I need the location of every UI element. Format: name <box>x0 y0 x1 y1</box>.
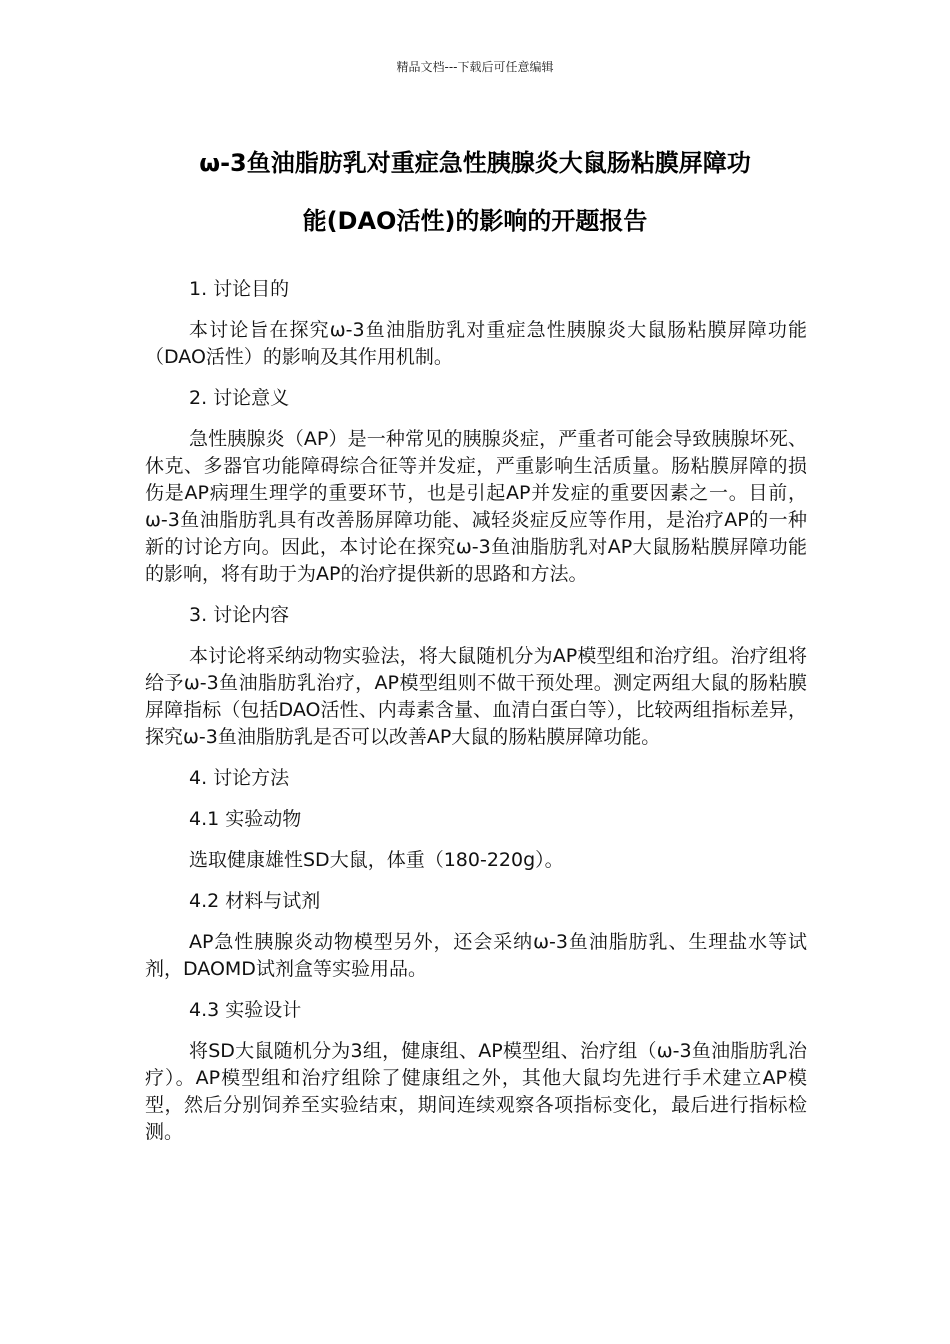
document-body <box>145 276 807 1160</box>
paragraph-design: 将SD大鼠随机分为3组，健康组、AP模型组、治疗组（ω-3鱼油脂肪乳治疗）。AP模型组和治疗组除了健康组之外，其他大鼠均先进行手术建立AP模型，然后分别饲养至实验结束，期间连续观察各项指标变化，最后进行指标检测。 <box>145 1040 807 1143</box>
section-heading-methods: 4. 讨论方法 <box>189 767 290 789</box>
subsection-heading-design: 4.3 实验设计 <box>189 999 302 1021</box>
paragraph-purpose: 本讨论旨在探究ω-3鱼油脂肪乳对重症急性胰腺炎大鼠肠粘膜屏障功能（DAO活性）的影响及其作用机制。 <box>145 319 807 368</box>
section-heading-purpose: 1. 讨论目的 <box>189 278 290 300</box>
title-line-1: ω-3鱼油脂肪乳对重症急性胰腺炎大鼠肠粘膜屏障功 <box>199 149 751 177</box>
paragraph-significance: 急性胰腺炎（AP）是一种常见的胰腺炎症，严重者可能会导致胰腺坏死、休克、多器官功能障碍综合征等并发症，严重影响生活质量。肠粘膜屏障的损伤是AP病理生理学的重要环节，也是引起AP并发症的重要因素之一。目前，ω-3鱼油脂肪乳具有改善肠屏障功能、减轻炎症反应等作用，是治疗AP的一种新的讨论方向。因此，本讨论在探究ω-3鱼油脂肪乳对AP大鼠肠粘膜屏障功能的影响，将有助于为AP的治疗提供新的思路和方法。 <box>145 428 807 585</box>
subsection-heading-materials: 4.2 材料与试剂 <box>189 890 321 912</box>
paragraph-animals: 选取健康雄性SD大鼠，体重（180-220g）。 <box>189 849 564 871</box>
paragraph-materials: AP急性胰腺炎动物模型另外，还会采纳ω-3鱼油脂肪乳、生理盐水等试剂，DAOMD试剂盒等实验用品。 <box>145 931 807 980</box>
title-line-2: 能(DAO活性)的影响的开题报告 <box>302 207 648 235</box>
subsection-heading-animals: 4.1 实验动物 <box>189 808 302 830</box>
section-heading-significance: 2. 讨论意义 <box>189 387 290 409</box>
paragraph-content: 本讨论将采纳动物实验法，将大鼠随机分为AP模型组和治疗组。治疗组将给予ω-3鱼油脂肪乳治疗，AP模型组则不做干预处理。测定两组大鼠的肠粘膜屏障指标（包括DAO活性、内毒素含量、血清白蛋白等），比较两组指标差异，探究ω-3鱼油脂肪乳是否可以改善AP大鼠的肠粘膜屏障功能。 <box>145 645 807 748</box>
section-heading-content: 3. 讨论内容 <box>189 604 290 626</box>
document-title <box>145 134 805 250</box>
header-note: 精品文档---下载后可任意编辑 <box>396 60 554 74</box>
